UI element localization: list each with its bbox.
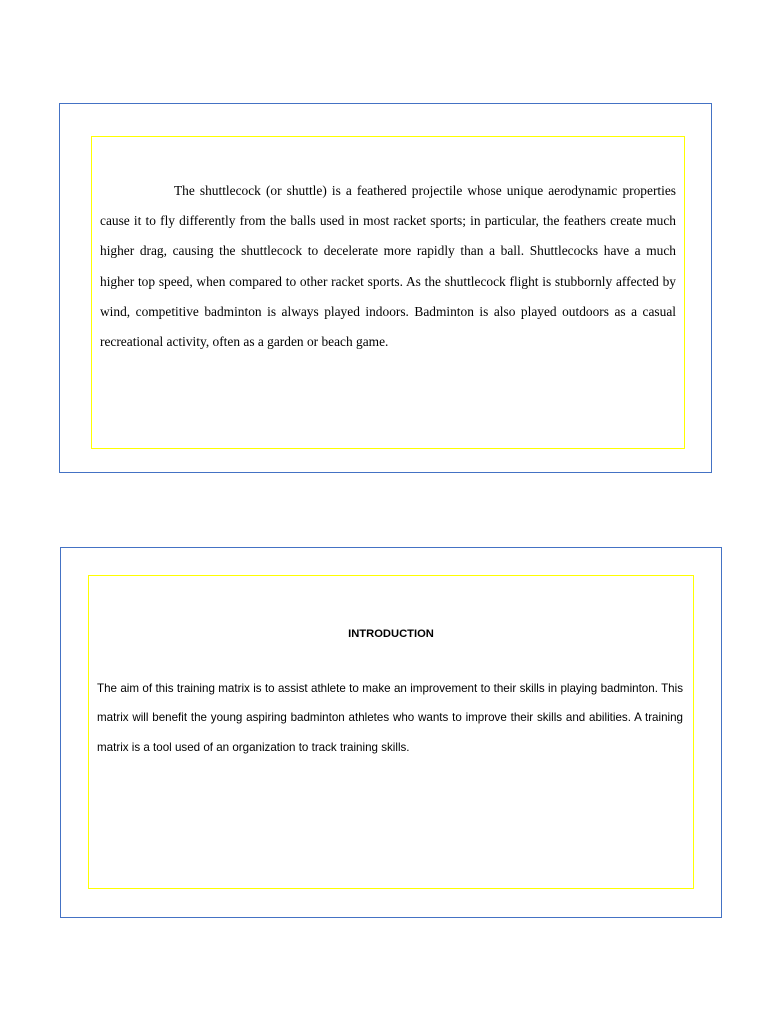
introduction-inner-frame bbox=[88, 575, 694, 889]
introduction-heading: INTRODUCTION bbox=[348, 628, 434, 640]
introduction-paragraph: The aim of this training matrix is to assist athlete to make an improvement to their skills in playing badminton. This matrix will benefit the young aspiring badminton athletes who wants to improve their skills and abilities. A training matrix is a tool used of an organization to track training skills. bbox=[97, 682, 683, 754]
introduction-outer-frame bbox=[60, 547, 722, 918]
shuttlecock-paragraph: The shuttlecock (or shuttle) is a feathered projectile whose unique aerodynamic properties cause it to fly differently from the balls used in most racket sports; in particular, the feathers create much higher drag, causing the shuttlecock to decelerate more rapidly than a ball. Shuttlecocks have a much higher top speed, when compared to other racket sports. As the shuttlecock flight is stubbornly affected by wind, competitive badminton is always played indoors. Badminton is also played outdoors as a casual recreational activity, often as a garden or beach game. bbox=[100, 183, 676, 350]
shuttlecock-inner-frame bbox=[91, 136, 685, 449]
shuttlecock-outer-frame bbox=[59, 103, 712, 473]
